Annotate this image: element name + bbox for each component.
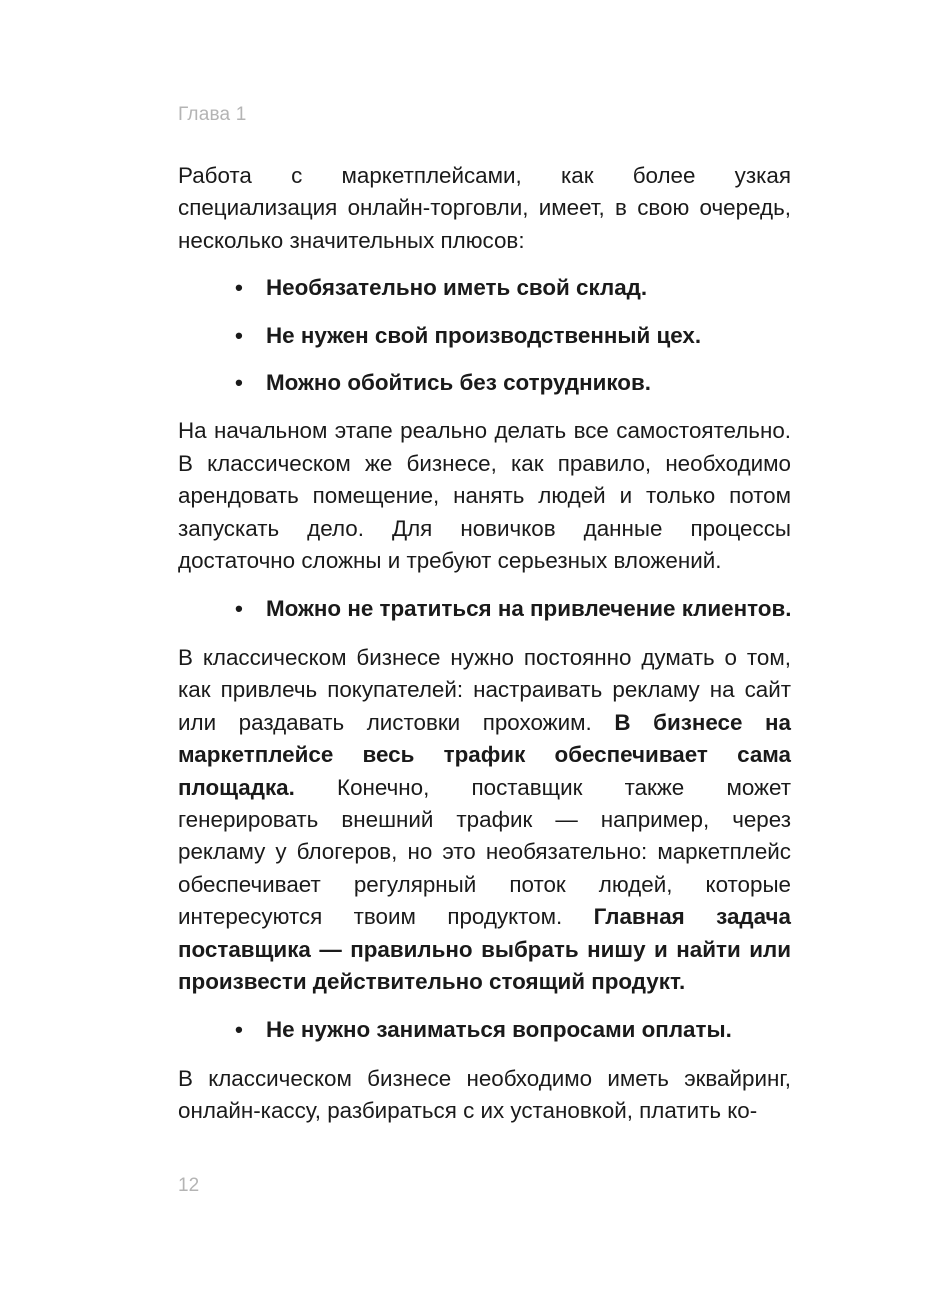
list-item-text: Не нужен свой производственный цех. [266,322,702,348]
page-number: 12 [178,1175,200,1196]
list-item [178,367,791,399]
bullet-icon: • [235,596,243,622]
body-text [178,160,791,1128]
bullet-icon: • [235,275,243,301]
paragraph-intro: Работа с маркетплейсами, как более узкая специализация онлайн-торговли, имеет, в свою очередь, несколько значительных плюсов: [178,163,791,253]
list-item [178,272,791,304]
paragraph-self-reliance: На начальном этапе реально делать все самостоятельно. В классическом же бизнесе, как правило, необходимо арендовать помещение, нанять людей и только потом запускать дело. Для новичков данные процессы достаточно сложны и требуют серьезных вложений. [178,418,791,574]
paragraph-traffic [178,642,791,998]
list-item-text: Можно не тратиться на привлечение клиентов. [266,596,792,622]
bold-run: В бизнесе на маркетплейсе весь трафик обеспечивает сама площадка. [178,709,791,800]
advantages-list-traffic [178,593,791,625]
list-item-text: Можно обойтись без сотрудников. [266,370,651,396]
bullet-icon: • [235,370,243,396]
paragraph-payment: В классическом бизнесе необходимо иметь эквайринг, онлайн-кассу, разбираться с их установкой, платить ко- [178,1065,791,1124]
bold-run: Главная задача поставщика — правильно выбрать нишу и найти или произвести действительно стоящий продукт. [178,904,791,994]
list-item-text: Не нужно заниматься вопросами оплаты. [266,1017,732,1043]
running-head: Глава 1 [178,104,247,125]
list-item-text: Необязательно иметь свой склад. [266,275,648,301]
bullet-icon: • [235,322,243,348]
bullet-icon: • [235,1017,243,1043]
list-item [178,593,791,625]
advantages-list [178,272,791,399]
text-run: Конечно, поставщик также может генерировать внешний трафик — например, через рекламу у блогеров, но это необязательно: маркетплейс обеспечивает регулярный поток людей, которые интересуются твоим продуктом. [178,774,791,930]
list-item [178,320,791,352]
advantages-list-payment [178,1014,791,1046]
list-item [178,1014,791,1046]
text-run: В классическом бизнесе нужно постоянно думать о том, как привлечь покупателей: настраивать рекламу на сайт или раздавать листовки прохожим. [178,644,791,735]
